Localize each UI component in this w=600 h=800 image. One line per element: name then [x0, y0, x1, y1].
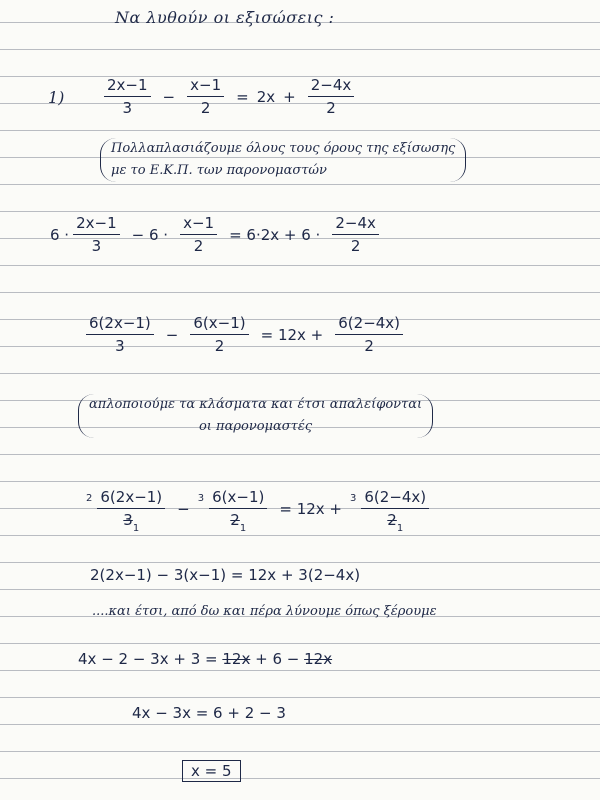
operator: − — [162, 87, 176, 106]
denominator: 2 — [326, 99, 336, 117]
equation-cancelled — [86, 488, 433, 534]
operator: = 6·2x + 6 · — [229, 225, 321, 244]
cancel-result: 1 — [132, 523, 140, 534]
equation-expanded: 2(2x−1) − 3(x−1) = 12x + 3(2−4x) — [90, 566, 361, 584]
cancel-result: 3 — [197, 493, 205, 504]
denominator: 2 — [193, 237, 204, 255]
equation-grouped — [82, 314, 407, 355]
cancelled-denominator: 3 — [123, 511, 133, 529]
fraction — [97, 488, 165, 534]
fraction — [335, 314, 403, 355]
denominator: 3 — [115, 337, 125, 355]
denominator: 2 — [350, 237, 361, 255]
numerator: 6(x−1) — [190, 314, 248, 335]
denominator: 3 — [122, 99, 133, 117]
numerator: 6(2−4x) — [361, 488, 429, 509]
operator: − 6 · — [131, 225, 169, 244]
note-line: Πολλαπλασιάζουμε όλους τους όρους της εξίσωσης — [111, 141, 456, 156]
operator: = 12x + — [260, 325, 324, 344]
equation-original — [100, 76, 358, 117]
middle-terms: + 6 − — [255, 650, 300, 668]
cancelled-term: 12x — [222, 650, 251, 668]
operator: − — [177, 499, 190, 518]
cancelled-term: 12x — [304, 650, 333, 668]
cancel-result: 1 — [239, 523, 247, 534]
cancelled-denominator: 2 — [387, 511, 397, 529]
numerator: 6(2x−1) — [97, 488, 165, 509]
coefficient: 6 · — [50, 225, 70, 244]
numerator: 2x−1 — [104, 76, 151, 97]
numerator: 6(2−4x) — [335, 314, 403, 335]
equation-opened — [78, 650, 332, 668]
fraction — [180, 214, 217, 255]
note-line: με το Ε.Κ.Π. των παρονομαστών — [111, 163, 327, 178]
numerator: 2−4x — [332, 214, 379, 235]
fraction — [209, 488, 267, 534]
numerator: x−1 — [187, 76, 224, 97]
denominator: 2 — [364, 337, 374, 355]
note-lcm — [100, 138, 466, 182]
numerator: 2−4x — [308, 76, 355, 97]
operator: = 12x + — [279, 499, 342, 518]
numerator: 6(2x−1) — [86, 314, 154, 335]
operator: + — [283, 87, 296, 106]
operator: − — [165, 325, 179, 344]
fraction — [190, 314, 248, 355]
equation-collected: 4x − 3x = 6 + 2 − 3 — [132, 704, 286, 722]
cancel-result: 1 — [396, 523, 404, 534]
numerator: 2x−1 — [73, 214, 120, 235]
answer-box: x = 5 — [182, 760, 241, 782]
term: 2x — [256, 87, 276, 106]
denominator: 2 — [200, 99, 211, 117]
fraction — [86, 314, 154, 355]
denominator — [230, 509, 247, 534]
page-title: Να λυθούν οι εξισώσεις : — [115, 8, 335, 27]
equation-multiplied — [50, 214, 383, 255]
note-simplify — [78, 394, 433, 438]
left-side: 4x − 2 − 3x + 3 = — [78, 650, 218, 668]
fraction — [361, 488, 429, 534]
denominator — [387, 509, 404, 534]
denominator: 2 — [214, 337, 225, 355]
cancel-result: 3 — [350, 493, 357, 504]
cancelled-denominator: 2 — [230, 511, 240, 529]
numerator: x−1 — [180, 214, 217, 235]
denominator: 3 — [91, 237, 102, 255]
denominator — [123, 509, 140, 534]
fraction — [332, 214, 379, 255]
fraction — [104, 76, 151, 117]
note-line: οι παρονομαστές — [198, 419, 313, 434]
fraction — [187, 76, 224, 117]
numerator: 6(x−1) — [209, 488, 267, 509]
operator: = — [236, 87, 249, 106]
continue-note: ....και έτσι, από δω και πέρα λύνουμε όπως ξέρουμε — [92, 604, 437, 619]
fraction — [73, 214, 120, 255]
cancel-result: 2 — [86, 493, 93, 504]
fraction — [308, 76, 355, 117]
problem-number: 1) — [48, 88, 65, 107]
note-line: απλοποιούμε τα κλάσματα και έτσι απαλείφονται — [89, 397, 423, 412]
